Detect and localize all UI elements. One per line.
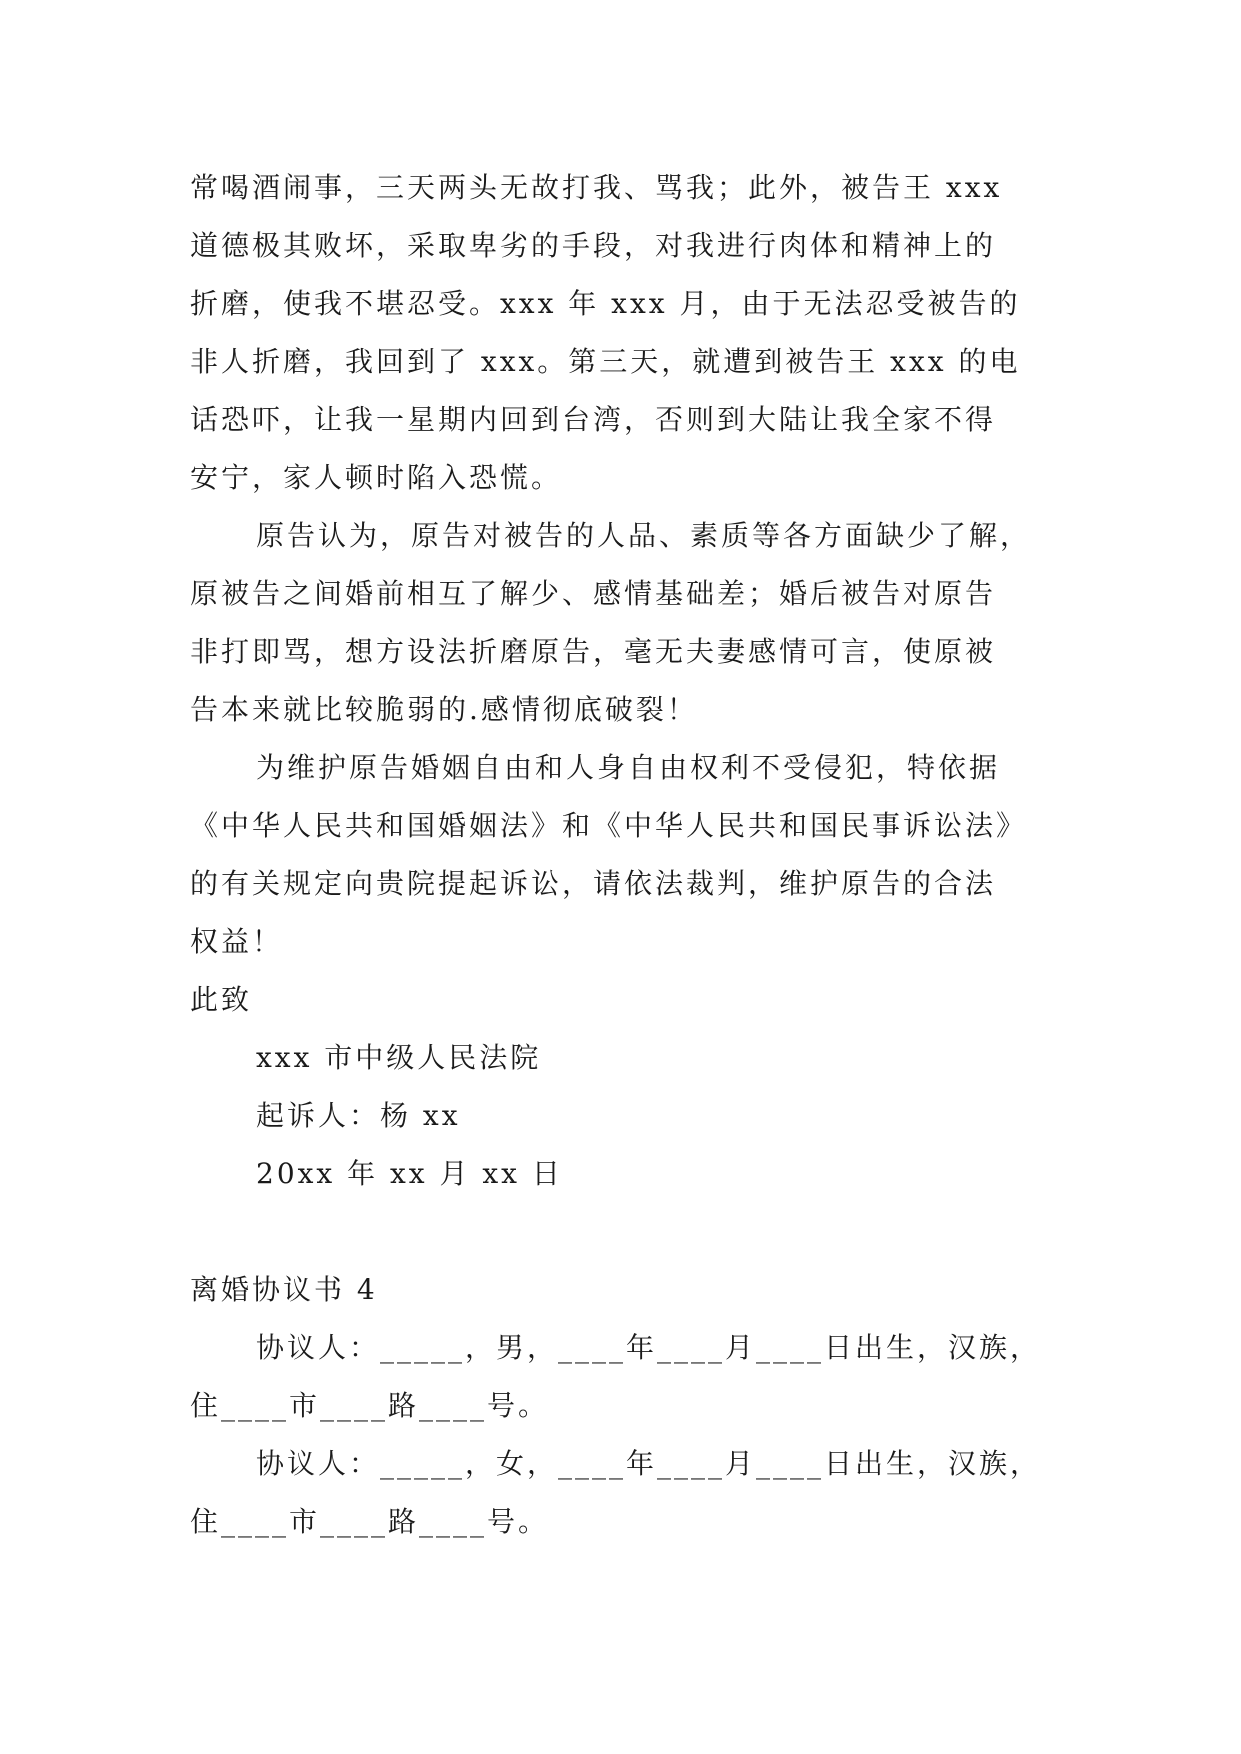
paragraph-line: 权益！ (190, 925, 284, 958)
paragraph-line: 折磨，使我不堪忍受。xxx 年 xxx 月，由于无法忍受被告的 (190, 287, 1021, 320)
paragraph-line: 非打即骂，想方设法折磨原告，毫无夫妻感情可言，使原被 (190, 635, 997, 668)
paragraph-line: 告本来就比较脆弱的.感情彻底破裂！ (190, 693, 698, 726)
paragraph-line: 安宁，家人顿时陷入恐慌。 (190, 461, 563, 494)
document-date: 20xx 年 xx 月 xx 日 (256, 1157, 563, 1190)
paragraph-line: 话恐吓，让我一星期内回到台湾，否则到大陆让我全家不得 (190, 403, 997, 436)
court-name: xxx 市中级人民法院 (256, 1041, 542, 1074)
party-address: 住____市____路____号。 (190, 1389, 550, 1422)
paragraph-line: 原告认为，原告对被告的人品、素质等各方面缺少了解， (256, 519, 1032, 552)
paragraph-line: 为维护原告婚姻自由和人身自由权利不受侵犯，特依据 (256, 751, 1001, 784)
party-line: 协议人：_____，女，____年____月____日出生，汉族， (256, 1447, 1042, 1480)
paragraph-line: 道德极其败坏，采取卑劣的手段，对我进行肉体和精神上的 (190, 229, 997, 262)
paragraph-line: 原被告之间婚前相互了解少、感情基础差；婚后被告对原告 (190, 577, 997, 610)
paragraph-line: 常喝酒闹事，三天两头无故打我、骂我；此外，被告王 xxx (190, 171, 1003, 204)
party-line: 协议人：_____，男，____年____月____日出生，汉族， (256, 1331, 1042, 1364)
plaintiff-signature: 起诉人：杨 xx (256, 1099, 461, 1132)
party-address: 住____市____路____号。 (190, 1505, 550, 1538)
paragraph-line: 《中华人民共和国婚姻法》和《中华人民共和国民事诉讼法》 (190, 809, 1028, 842)
section-title: 离婚协议书 4 (190, 1273, 378, 1306)
paragraph-line: 的有关规定向贵院提起诉讼，请依法裁判，维护原告的合法 (190, 867, 997, 900)
salutation: 此致 (190, 983, 253, 1016)
paragraph-line: 非人折磨，我回到了 xxx。第三天，就遭到被告王 xxx 的电 (190, 345, 1021, 378)
